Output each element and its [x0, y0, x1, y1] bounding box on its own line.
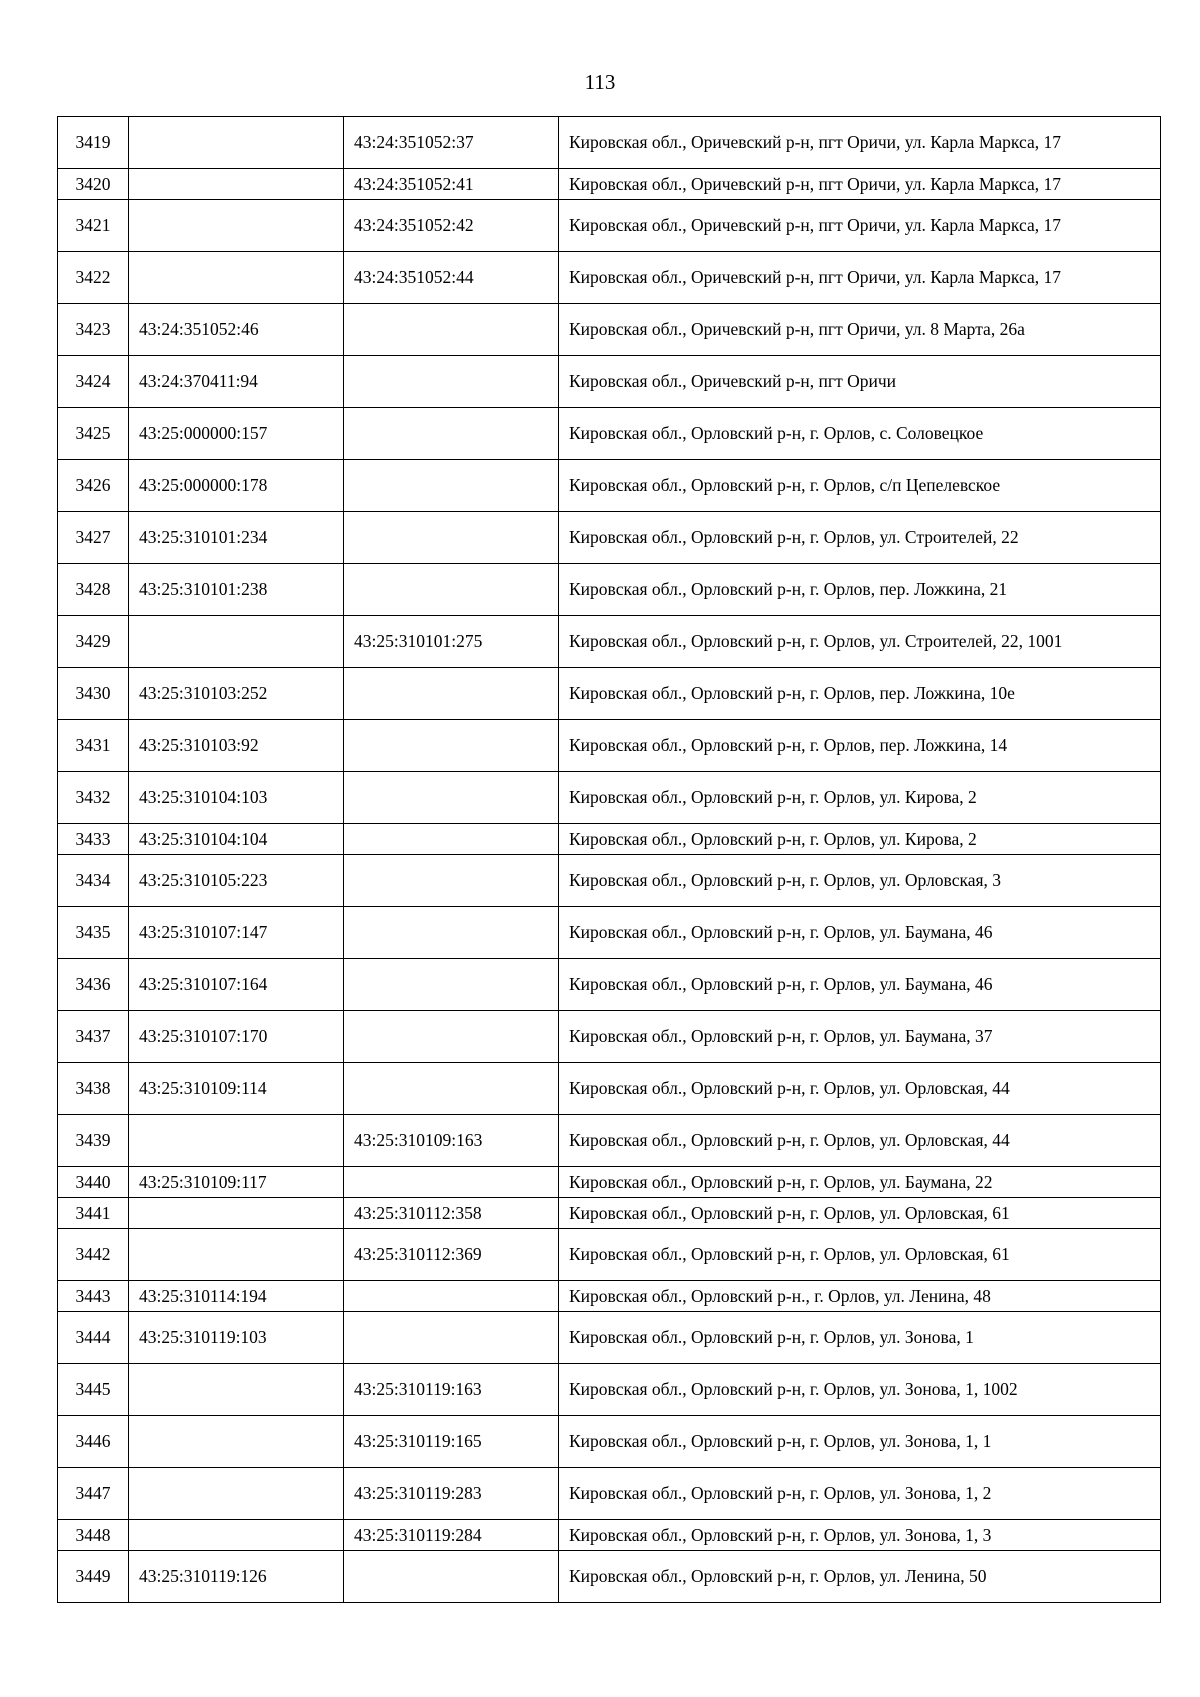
address-cell: Кировская обл., Орловский р-н, г. Орлов, ул. Орловская, 61 [559, 1198, 1161, 1229]
address-cell: Кировская обл., Орловский р-н, г. Орлов, ул. Кирова, 2 [559, 772, 1161, 824]
address-cell: Кировская обл., Орловский р-н, г. Орлов, ул. Зонова, 1 [559, 1312, 1161, 1364]
cadastral-number-secondary-cell [344, 855, 559, 907]
row-number-cell: 3448 [58, 1520, 129, 1551]
cadastral-number-cell [129, 1416, 344, 1468]
cadastral-number-secondary-cell [344, 668, 559, 720]
row-number-cell: 3432 [58, 772, 129, 824]
table-row [58, 772, 1161, 824]
cadastral-number-cell [129, 1198, 344, 1229]
cadastral-number-secondary-cell: 43:25:310101:275 [344, 616, 559, 668]
table-row [58, 1468, 1161, 1520]
table-row [58, 117, 1161, 169]
cadastral-number-cell: 43:25:310114:194 [129, 1281, 344, 1312]
table-row [58, 1312, 1161, 1364]
cadastral-number-cell: 43:25:000000:178 [129, 460, 344, 512]
cadastral-number-cell [129, 1520, 344, 1551]
address-cell: Кировская обл., Орловский р-н, г. Орлов, ул. Зонова, 1, 1 [559, 1416, 1161, 1468]
cadastral-number-secondary-cell [344, 356, 559, 408]
address-cell: Кировская обл., Орловский р-н, г. Орлов, ул. Орловская, 44 [559, 1115, 1161, 1167]
row-number-cell: 3424 [58, 356, 129, 408]
table-row [58, 720, 1161, 772]
cadastral-number-secondary-cell: 43:24:351052:37 [344, 117, 559, 169]
row-number-cell: 3438 [58, 1063, 129, 1115]
table-row [58, 512, 1161, 564]
cadastral-number-cell: 43:25:310107:170 [129, 1011, 344, 1063]
cadastral-number-secondary-cell: 43:25:310119:283 [344, 1468, 559, 1520]
address-cell: Кировская обл., Орловский р-н, г. Орлов, ул. Орловская, 61 [559, 1229, 1161, 1281]
cadastral-number-cell: 43:25:310101:238 [129, 564, 344, 616]
row-number-cell: 3423 [58, 304, 129, 356]
row-number-cell: 3433 [58, 824, 129, 855]
cadastral-number-cell: 43:25:310103:92 [129, 720, 344, 772]
address-cell: Кировская обл., Орловский р-н, г. Орлов, ул. Орловская, 3 [559, 855, 1161, 907]
cadastral-number-cell: 43:25:310119:126 [129, 1551, 344, 1603]
table-row [58, 460, 1161, 512]
table-row [58, 907, 1161, 959]
row-number-cell: 3447 [58, 1468, 129, 1520]
cadastral-number-secondary-cell: 43:25:310112:369 [344, 1229, 559, 1281]
row-number-cell: 3441 [58, 1198, 129, 1229]
table-row [58, 1281, 1161, 1312]
address-cell: Кировская обл., Оричевский р-н, пгт Оричи, ул. Карла Маркса, 17 [559, 252, 1161, 304]
address-cell: Кировская обл., Оричевский р-н, пгт Оричи, ул. Карла Маркса, 17 [559, 200, 1161, 252]
row-number-cell: 3435 [58, 907, 129, 959]
row-number-cell: 3422 [58, 252, 129, 304]
row-number-cell: 3442 [58, 1229, 129, 1281]
row-number-cell: 3445 [58, 1364, 129, 1416]
address-cell: Кировская обл., Орловский р-н, г. Орлов, ул. Орловская, 44 [559, 1063, 1161, 1115]
address-cell: Кировская обл., Орловский р-н, г. Орлов, ул. Баумана, 46 [559, 959, 1161, 1011]
cadastral-number-secondary-cell: 43:25:310119:163 [344, 1364, 559, 1416]
row-number-cell: 3437 [58, 1011, 129, 1063]
cadastral-number-secondary-cell [344, 1312, 559, 1364]
table-row [58, 616, 1161, 668]
table-row [58, 1167, 1161, 1198]
row-number-cell: 3429 [58, 616, 129, 668]
cadastral-number-secondary-cell: 43:24:351052:44 [344, 252, 559, 304]
cadastral-number-secondary-cell [344, 408, 559, 460]
table-row [58, 1011, 1161, 1063]
page-number: 113 [584, 70, 616, 94]
address-cell: Кировская обл., Орловский р-н, г. Орлов, с. Соловецкое [559, 408, 1161, 460]
cadastral-number-secondary-cell: 43:25:310119:165 [344, 1416, 559, 1468]
cadastral-number-cell [129, 616, 344, 668]
row-number-cell: 3421 [58, 200, 129, 252]
table-row [58, 200, 1161, 252]
row-number-cell: 3427 [58, 512, 129, 564]
cadastral-number-cell [129, 1115, 344, 1167]
cadastral-number-cell [129, 252, 344, 304]
cadastral-number-cell: 43:25:310109:117 [129, 1167, 344, 1198]
cadastral-number-secondary-cell [344, 1063, 559, 1115]
table-row [58, 668, 1161, 720]
table-row [58, 1115, 1161, 1167]
table-row [58, 1520, 1161, 1551]
row-number-cell: 3434 [58, 855, 129, 907]
row-number-cell: 3420 [58, 169, 129, 200]
row-number-cell: 3436 [58, 959, 129, 1011]
cadastral-number-cell: 43:25:310104:103 [129, 772, 344, 824]
address-cell: Кировская обл., Орловский р-н, г. Орлов, ул. Баумана, 46 [559, 907, 1161, 959]
cadastral-number-cell: 43:25:310105:223 [129, 855, 344, 907]
cadastral-number-cell [129, 1468, 344, 1520]
address-cell: Кировская обл., Орловский р-н, г. Орлов, пер. Ложкина, 14 [559, 720, 1161, 772]
table-row [58, 356, 1161, 408]
cadastral-number-cell: 43:25:310101:234 [129, 512, 344, 564]
row-number-cell: 3443 [58, 1281, 129, 1312]
cadastral-number-secondary-cell: 43:25:310119:284 [344, 1520, 559, 1551]
cadastral-number-secondary-cell: 43:24:351052:42 [344, 200, 559, 252]
table-row [58, 408, 1161, 460]
cadastral-number-secondary-cell: 43:25:310112:358 [344, 1198, 559, 1229]
table-row [58, 564, 1161, 616]
cadastral-number-secondary-cell [344, 1011, 559, 1063]
cadastral-number-cell: 43:25:310109:114 [129, 1063, 344, 1115]
cadastral-number-cell: 43:25:310103:252 [129, 668, 344, 720]
table-row [58, 824, 1161, 855]
cadastral-number-cell [129, 117, 344, 169]
cadastral-number-secondary-cell [344, 824, 559, 855]
table-row [58, 1229, 1161, 1281]
row-number-cell: 3439 [58, 1115, 129, 1167]
row-number-cell: 3440 [58, 1167, 129, 1198]
row-number-cell: 3449 [58, 1551, 129, 1603]
table-row [58, 1416, 1161, 1468]
cadastral-number-cell: 43:25:310104:104 [129, 824, 344, 855]
address-cell: Кировская обл., Орловский р-н, г. Орлов, с/п Цепелевское [559, 460, 1161, 512]
cadastral-number-secondary-cell [344, 959, 559, 1011]
address-cell: Кировская обл., Оричевский р-н, пгт Оричи, ул. Карла Маркса, 17 [559, 169, 1161, 200]
address-cell: Кировская обл., Орловский р-н., г. Орлов, ул. Ленина, 48 [559, 1281, 1161, 1312]
cadastral-number-cell: 43:25:310119:103 [129, 1312, 344, 1364]
table-row [58, 1198, 1161, 1229]
cadastral-number-cell: 43:24:370411:94 [129, 356, 344, 408]
cadastral-number-secondary-cell: 43:24:351052:41 [344, 169, 559, 200]
cadastral-number-secondary-cell [344, 460, 559, 512]
cadastral-number-secondary-cell [344, 720, 559, 772]
cadastral-number-cell [129, 1364, 344, 1416]
property-register-table [57, 116, 1161, 1603]
address-cell: Кировская обл., Оричевский р-н, пгт Оричи, ул. 8 Марта, 26а [559, 304, 1161, 356]
cadastral-number-cell: 43:25:310107:164 [129, 959, 344, 1011]
address-cell: Кировская обл., Орловский р-н, г. Орлов, ул. Зонова, 1, 3 [559, 1520, 1161, 1551]
address-cell: Кировская обл., Орловский р-н, г. Орлов, ул. Зонова, 1, 2 [559, 1468, 1161, 1520]
table-row [58, 959, 1161, 1011]
row-number-cell: 3425 [58, 408, 129, 460]
row-number-cell: 3431 [58, 720, 129, 772]
table-row [58, 252, 1161, 304]
cadastral-number-secondary-cell [344, 907, 559, 959]
address-cell: Кировская обл., Орловский р-н, г. Орлов, ул. Ленина, 50 [559, 1551, 1161, 1603]
address-cell: Кировская обл., Орловский р-н, г. Орлов, ул. Строителей, 22, 1001 [559, 616, 1161, 668]
row-number-cell: 3426 [58, 460, 129, 512]
cadastral-number-secondary-cell [344, 564, 559, 616]
table-row [58, 1364, 1161, 1416]
register-body [58, 117, 1161, 1603]
cadastral-number-secondary-cell [344, 1551, 559, 1603]
address-cell: Кировская обл., Орловский р-н, г. Орлов, пер. Ложкина, 21 [559, 564, 1161, 616]
address-cell: Кировская обл., Орловский р-н, г. Орлов, ул. Зонова, 1, 1002 [559, 1364, 1161, 1416]
address-cell: Кировская обл., Оричевский р-н, пгт Оричи [559, 356, 1161, 408]
address-cell: Кировская обл., Орловский р-н, г. Орлов, ул. Баумана, 22 [559, 1167, 1161, 1198]
table-row [58, 169, 1161, 200]
row-number-cell: 3446 [58, 1416, 129, 1468]
cadastral-number-cell: 43:25:000000:157 [129, 408, 344, 460]
table-row [58, 304, 1161, 356]
table-row [58, 1551, 1161, 1603]
address-cell: Кировская обл., Оричевский р-н, пгт Оричи, ул. Карла Маркса, 17 [559, 117, 1161, 169]
row-number-cell: 3444 [58, 1312, 129, 1364]
cadastral-number-secondary-cell [344, 772, 559, 824]
cadastral-number-secondary-cell: 43:25:310109:163 [344, 1115, 559, 1167]
cadastral-number-secondary-cell [344, 512, 559, 564]
cadastral-number-cell [129, 169, 344, 200]
cadastral-number-cell: 43:24:351052:46 [129, 304, 344, 356]
cadastral-number-secondary-cell [344, 1167, 559, 1198]
address-cell: Кировская обл., Орловский р-н, г. Орлов, ул. Строителей, 22 [559, 512, 1161, 564]
table-row [58, 855, 1161, 907]
table-row [58, 1063, 1161, 1115]
cadastral-number-cell [129, 1229, 344, 1281]
row-number-cell: 3419 [58, 117, 129, 169]
cadastral-number-secondary-cell [344, 1281, 559, 1312]
address-cell: Кировская обл., Орловский р-н, г. Орлов, пер. Ложкина, 10е [559, 668, 1161, 720]
row-number-cell: 3430 [58, 668, 129, 720]
address-cell: Кировская обл., Орловский р-н, г. Орлов, ул. Баумана, 37 [559, 1011, 1161, 1063]
cadastral-number-secondary-cell [344, 304, 559, 356]
cadastral-number-cell [129, 200, 344, 252]
row-number-cell: 3428 [58, 564, 129, 616]
cadastral-number-cell: 43:25:310107:147 [129, 907, 344, 959]
address-cell: Кировская обл., Орловский р-н, г. Орлов, ул. Кирова, 2 [559, 824, 1161, 855]
